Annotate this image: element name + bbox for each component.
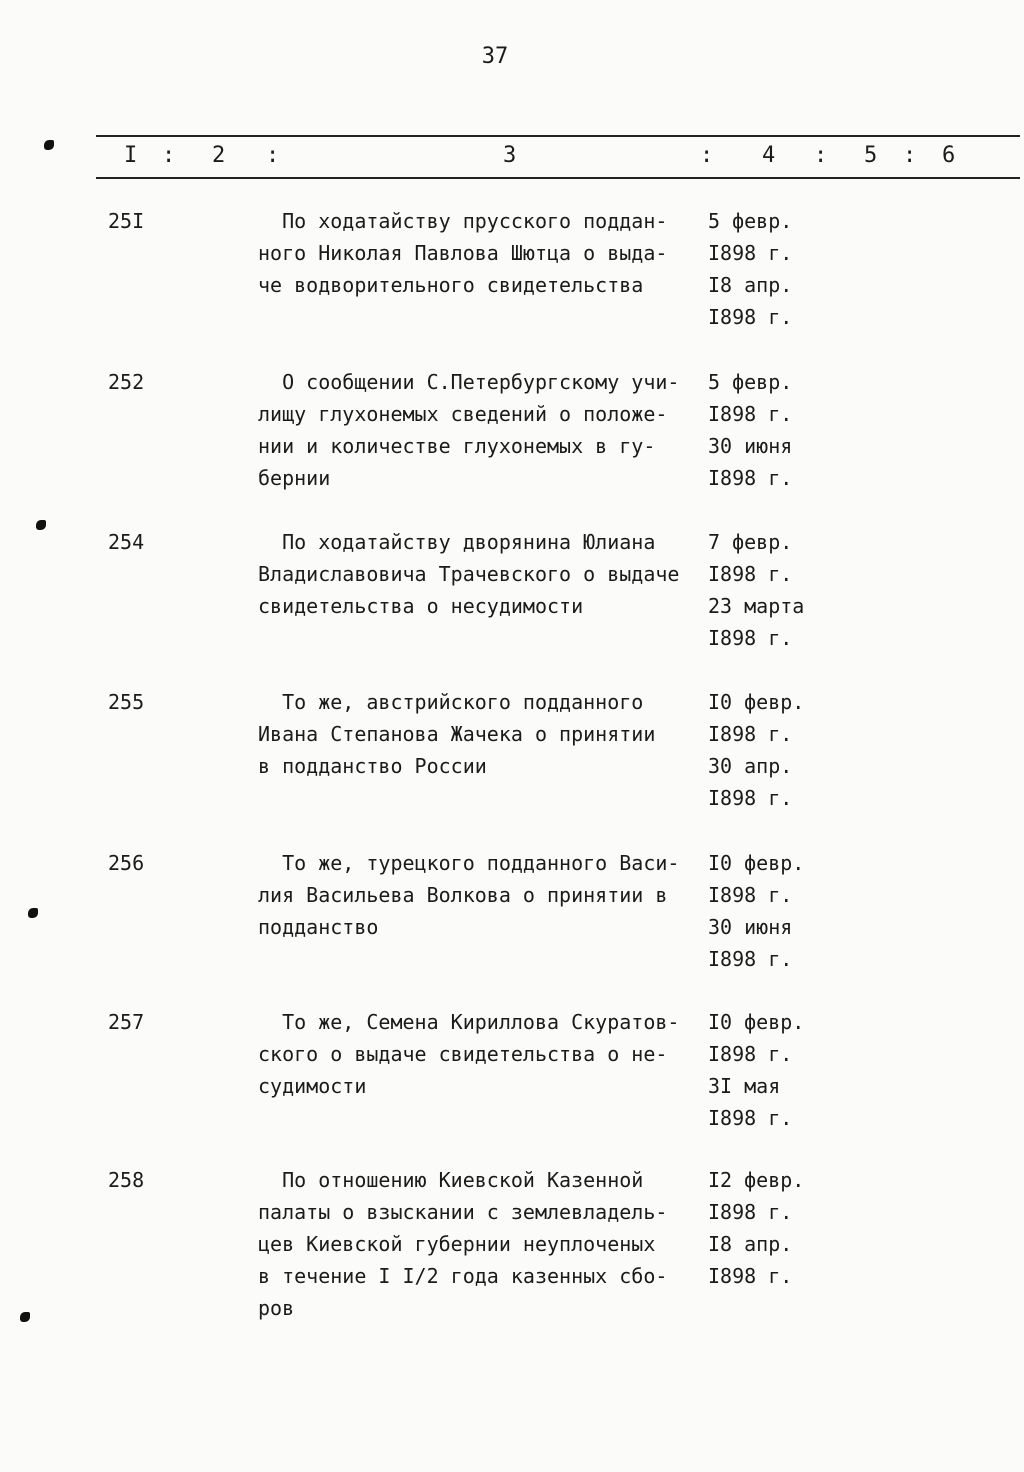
col-sep: : (903, 143, 917, 168)
description-line: бернии (258, 466, 331, 490)
date-line: 30 июня (708, 915, 793, 939)
description-line: в течение I I/2 года казенных сбо- (258, 1264, 668, 1288)
date-line: I898 г. (708, 1264, 793, 1288)
description-line: ров (258, 1296, 295, 1320)
entry-number: 255 (108, 690, 145, 714)
date-line: I0 февр. (708, 690, 805, 714)
entry-description (258, 526, 718, 622)
page-number: 37 (481, 44, 509, 69)
description-line: подданство (258, 915, 379, 939)
col-sep: : (814, 143, 828, 168)
date-line: 23 марта (708, 594, 805, 618)
binding-hole-mark (20, 1312, 30, 1322)
entry-description (258, 366, 718, 494)
description-line: ного Николая Павлова Шютца о выда- (258, 241, 668, 265)
date-line: I898 г. (708, 466, 793, 490)
date-line: I898 г. (708, 562, 793, 586)
entry-dates (708, 205, 838, 333)
entry-dates (708, 1164, 838, 1292)
date-line: 30 июня (708, 434, 793, 458)
date-line: I898 г. (708, 883, 793, 907)
description-line: По отношению Киевской Казенной (258, 1168, 644, 1192)
table-header (0, 143, 1024, 171)
header-top-rule (96, 135, 1020, 137)
date-line: I8 апр. (708, 273, 793, 297)
entry-number: 257 (108, 1010, 145, 1034)
entry-number: 258 (108, 1168, 145, 1192)
entry-description (258, 1006, 718, 1102)
date-line: I0 февр. (708, 1010, 805, 1034)
date-line: I898 г. (708, 305, 793, 329)
col-2-header: 2 (212, 143, 226, 168)
description-line: нии и количестве глухонемых в гу- (258, 434, 656, 458)
date-line: I898 г. (708, 722, 793, 746)
col-1-header: I (124, 143, 138, 168)
date-line: I898 г. (708, 786, 793, 810)
date-line: 3I мая (708, 1074, 781, 1098)
entry-dates (708, 366, 838, 494)
entry-description (258, 205, 718, 301)
date-line: I898 г. (708, 626, 793, 650)
description-line: лия Васильева Волкова о принятии в (258, 883, 668, 907)
entry-dates (708, 1006, 838, 1134)
col-6-header: 6 (942, 143, 956, 168)
description-line: свидетельства о несудимости (258, 594, 584, 618)
description-line: ского о выдаче свидетельства о не- (258, 1042, 668, 1066)
date-line: I898 г. (708, 241, 793, 265)
entry-number: 252 (108, 370, 145, 394)
description-line: лищу глухонемых сведений о положе- (258, 402, 668, 426)
col-3-header: 3 (503, 143, 517, 168)
entry-dates (708, 847, 838, 975)
date-line: 30 апр. (708, 754, 793, 778)
entry-number: 254 (108, 530, 145, 554)
date-line: 7 февр. (708, 530, 793, 554)
description-line: Ивана Степанова Жачека о принятии (258, 722, 656, 746)
description-line: Владиславовича Трачевского о выдаче (258, 562, 680, 586)
date-line: I898 г. (708, 1106, 793, 1130)
entry-dates (708, 686, 838, 814)
date-line: I898 г. (708, 402, 793, 426)
date-line: 5 февр. (708, 209, 793, 233)
description-line: То же, австрийского подданного (258, 690, 644, 714)
description-line: в подданство России (258, 754, 487, 778)
date-line: I898 г. (708, 1200, 793, 1224)
description-line: че водворительного свидетельства (258, 273, 644, 297)
description-line: О сообщении С.Петербургскому учи- (258, 370, 680, 394)
entry-description (258, 847, 718, 943)
description-line: судимости (258, 1074, 367, 1098)
date-line: I898 г. (708, 947, 793, 971)
date-line: I0 февр. (708, 851, 805, 875)
description-line: палаты о взыскании с землевладель- (258, 1200, 668, 1224)
binding-hole-mark (44, 140, 54, 150)
entry-number: 25I (108, 209, 145, 233)
binding-hole-mark (28, 908, 38, 918)
entry-description (258, 1164, 718, 1324)
description-line: По ходатайству прусского поддан- (258, 209, 668, 233)
col-sep: : (162, 143, 176, 168)
date-line: I2 февр. (708, 1168, 805, 1192)
entry-number: 256 (108, 851, 145, 875)
date-line: 5 февр. (708, 370, 793, 394)
date-line: I898 г. (708, 1042, 793, 1066)
header-bottom-rule (96, 177, 1020, 179)
description-line: По ходатайству дворянина Юлиана (258, 530, 656, 554)
entry-description (258, 686, 718, 782)
col-5-header: 5 (864, 143, 878, 168)
entry-dates (708, 526, 838, 654)
date-line: I8 апр. (708, 1232, 793, 1256)
col-sep: : (700, 143, 714, 168)
description-line: То же, Семена Кириллова Скуратов- (258, 1010, 680, 1034)
description-line: То же, турецкого подданного Васи- (258, 851, 680, 875)
description-line: цев Киевской губернии неуплоченых (258, 1232, 656, 1256)
binding-hole-mark (36, 520, 46, 530)
col-4-header: 4 (762, 143, 776, 168)
col-sep: : (266, 143, 280, 168)
